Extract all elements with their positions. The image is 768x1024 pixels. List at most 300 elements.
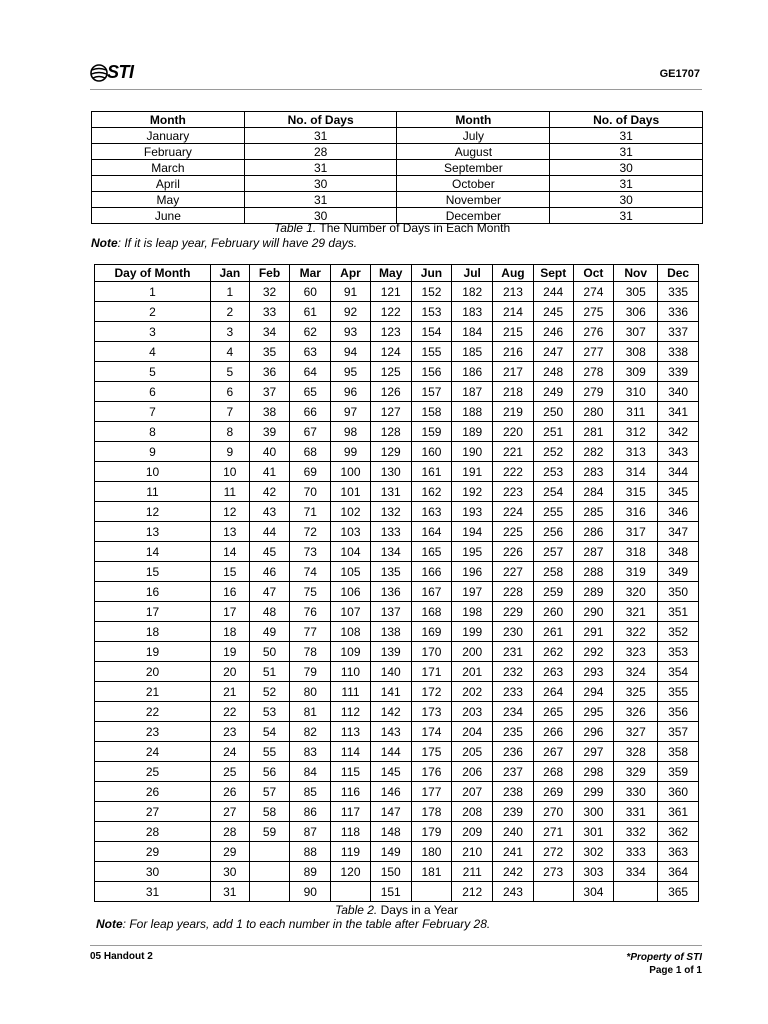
table-cell: 334 (614, 862, 658, 882)
table-cell: 321 (614, 602, 658, 622)
table-cell: 158 (411, 402, 452, 422)
table-cell: 229 (493, 602, 534, 622)
table-cell: 156 (411, 362, 452, 382)
table-cell: 283 (573, 462, 614, 482)
table-cell: 341 (658, 402, 699, 422)
table-cell: 125 (370, 362, 411, 382)
table-cell: June (92, 208, 245, 224)
table-cell: 335 (658, 282, 699, 302)
table-cell: 128 (370, 422, 411, 442)
table-cell: 24 (210, 742, 249, 762)
table-row (92, 144, 703, 160)
table-cell: 247 (533, 342, 573, 362)
table-cell: 3 (210, 322, 249, 342)
table-cell: 221 (493, 442, 534, 462)
table-cell: 285 (573, 502, 614, 522)
table-cell: 279 (573, 382, 614, 402)
table-cell: 112 (331, 702, 371, 722)
table-cell: 232 (493, 662, 534, 682)
document-code: GE1707 (659, 68, 700, 80)
table-cell: 10 (210, 462, 249, 482)
table-cell: February (92, 144, 245, 160)
table-cell: 78 (290, 642, 331, 662)
table-cell: 146 (370, 782, 411, 802)
table-cell: 44 (249, 522, 290, 542)
table-row (95, 362, 699, 382)
table-cell: 312 (614, 422, 658, 442)
table-cell: 238 (493, 782, 534, 802)
table-cell: 193 (452, 502, 493, 522)
table-cell: 219 (493, 402, 534, 422)
table-cell: 294 (573, 682, 614, 702)
table-cell: 24 (95, 742, 211, 762)
table-cell: 73 (290, 542, 331, 562)
table-cell: 110 (331, 662, 371, 682)
column-header: Month (92, 112, 245, 128)
table-cell: 331 (614, 802, 658, 822)
table-cell: 173 (411, 702, 452, 722)
table-cell: 320 (614, 582, 658, 602)
table-cell: 31 (550, 144, 703, 160)
table-cell: 15 (95, 562, 211, 582)
table-cell: 258 (533, 562, 573, 582)
table-cell: 119 (331, 842, 371, 862)
table-cell: 233 (493, 682, 534, 702)
table-cell: 86 (290, 802, 331, 822)
table-cell: 316 (614, 502, 658, 522)
table-cell: 54 (249, 722, 290, 742)
table-cell: 287 (573, 542, 614, 562)
table1-caption-text: The Number of Days in Each Month (316, 221, 511, 235)
table-cell: 132 (370, 502, 411, 522)
table-cell: 194 (452, 522, 493, 542)
table-cell: 224 (493, 502, 534, 522)
table-cell: 340 (658, 382, 699, 402)
table-cell: 124 (370, 342, 411, 362)
table-cell: 25 (210, 762, 249, 782)
table-cell: 64 (290, 362, 331, 382)
table-row (95, 722, 699, 742)
table-row (95, 642, 699, 662)
table-cell: 165 (411, 542, 452, 562)
table-cell: 31 (244, 128, 397, 144)
table-cell: 363 (658, 842, 699, 862)
table-cell: 49 (249, 622, 290, 642)
table-cell: 182 (452, 282, 493, 302)
table-cell: 308 (614, 342, 658, 362)
table-cell: 190 (452, 442, 493, 462)
table-cell: 345 (658, 482, 699, 502)
page-header (90, 62, 702, 88)
table-cell: 1 (95, 282, 211, 302)
table-cell: 268 (533, 762, 573, 782)
table-cell: 339 (658, 362, 699, 382)
table-cell: 91 (331, 282, 371, 302)
table-row (95, 522, 699, 542)
table-cell (533, 882, 573, 902)
column-header: Sept (533, 265, 573, 282)
table-cell: 19 (210, 642, 249, 662)
table-cell: 187 (452, 382, 493, 402)
table-cell: 317 (614, 522, 658, 542)
table-cell: 218 (493, 382, 534, 402)
column-header: May (370, 265, 411, 282)
table-cell: 186 (452, 362, 493, 382)
table-cell: 141 (370, 682, 411, 702)
table-cell: 272 (533, 842, 573, 862)
months-table-body (92, 128, 703, 224)
table-cell: 183 (452, 302, 493, 322)
table-cell: 30 (95, 862, 211, 882)
table2-caption-label: Table 2. (335, 903, 378, 917)
table-cell: 326 (614, 702, 658, 722)
table-cell: 271 (533, 822, 573, 842)
table-cell: 84 (290, 762, 331, 782)
table-cell: 260 (533, 602, 573, 622)
table-cell: 136 (370, 582, 411, 602)
table-row (95, 782, 699, 802)
table-row (95, 322, 699, 342)
table-cell: 134 (370, 542, 411, 562)
table-cell: 346 (658, 502, 699, 522)
table-cell: November (397, 192, 550, 208)
table-cell: 155 (411, 342, 452, 362)
table-cell: 12 (95, 502, 211, 522)
table-cell: 290 (573, 602, 614, 622)
table-row (95, 542, 699, 562)
table-cell: 278 (573, 362, 614, 382)
table-cell (614, 882, 658, 902)
table-cell: 273 (533, 862, 573, 882)
table-cell: October (397, 176, 550, 192)
table-cell: 362 (658, 822, 699, 842)
table-cell: 62 (290, 322, 331, 342)
table-cell: 202 (452, 682, 493, 702)
table-cell: 120 (331, 862, 371, 882)
table-cell: 100 (331, 462, 371, 482)
table-cell: 22 (95, 702, 211, 722)
table-cell: 96 (331, 382, 371, 402)
table-cell: 277 (573, 342, 614, 362)
table-cell: 21 (95, 682, 211, 702)
table-cell: 267 (533, 742, 573, 762)
table-cell: 52 (249, 682, 290, 702)
table-cell: 151 (370, 882, 411, 902)
table-cell: 259 (533, 582, 573, 602)
table1-note-text: : If it is leap year, February will have 29 days. (117, 236, 358, 250)
table-cell: 1 (210, 282, 249, 302)
table-cell: 177 (411, 782, 452, 802)
table-cell: 103 (331, 522, 371, 542)
table-cell: 28 (210, 822, 249, 842)
table-row (92, 160, 703, 176)
table-cell: April (92, 176, 245, 192)
table-cell: 225 (493, 522, 534, 542)
table-cell: 67 (290, 422, 331, 442)
table-cell: 248 (533, 362, 573, 382)
table-cell: 72 (290, 522, 331, 542)
table-cell: 150 (370, 862, 411, 882)
table-cell: 65 (290, 382, 331, 402)
table-cell: 12 (210, 502, 249, 522)
table-cell: 11 (210, 482, 249, 502)
table-cell: 80 (290, 682, 331, 702)
table-cell: 111 (331, 682, 371, 702)
table-cell: 356 (658, 702, 699, 722)
table-cell: 9 (210, 442, 249, 462)
table-cell: 191 (452, 462, 493, 482)
table-row (95, 702, 699, 722)
table-cell: 295 (573, 702, 614, 722)
table-cell: 354 (658, 662, 699, 682)
column-header: Aug (493, 265, 534, 282)
table-cell: 357 (658, 722, 699, 742)
table-row (92, 176, 703, 192)
table-cell: 230 (493, 622, 534, 642)
table-cell: 364 (658, 862, 699, 882)
table-cell: 205 (452, 742, 493, 762)
table-cell: 25 (95, 762, 211, 782)
table-cell: 76 (290, 602, 331, 622)
table-cell: 276 (573, 322, 614, 342)
table-cell: 32 (249, 282, 290, 302)
table-cell: 252 (533, 442, 573, 462)
column-header: Feb (249, 265, 290, 282)
table-cell: 95 (331, 362, 371, 382)
table-cell: 122 (370, 302, 411, 322)
table2-note-text: : For leap years, add 1 to each number in the table after February 28. (122, 917, 491, 931)
table-cell: 254 (533, 482, 573, 502)
table-cell: 329 (614, 762, 658, 782)
table-row (95, 282, 699, 302)
table-cell: 9 (95, 442, 211, 462)
table-cell: 185 (452, 342, 493, 362)
table-cell: 291 (573, 622, 614, 642)
table-cell: 244 (533, 282, 573, 302)
table-cell: 4 (95, 342, 211, 362)
table-cell: 104 (331, 542, 371, 562)
table-cell: 249 (533, 382, 573, 402)
table-cell: 227 (493, 562, 534, 582)
table-cell: 261 (533, 622, 573, 642)
logo-text: STI (107, 62, 134, 82)
table-row (95, 302, 699, 322)
table-cell: 38 (249, 402, 290, 422)
table-cell: 123 (370, 322, 411, 342)
table-cell: 256 (533, 522, 573, 542)
table-cell: 3 (95, 322, 211, 342)
table-cell: 349 (658, 562, 699, 582)
table-cell: 175 (411, 742, 452, 762)
table-cell: 302 (573, 842, 614, 862)
table-cell: 143 (370, 722, 411, 742)
table-cell: 98 (331, 422, 371, 442)
table-cell: 250 (533, 402, 573, 422)
column-header: Day of Month (95, 265, 211, 282)
table-cell: 211 (452, 862, 493, 882)
table-cell: 303 (573, 862, 614, 882)
globe-icon (90, 64, 108, 82)
table-row (92, 128, 703, 144)
table-cell: 33 (249, 302, 290, 322)
table-cell: 352 (658, 622, 699, 642)
table-cell: 93 (331, 322, 371, 342)
table-cell: 270 (533, 802, 573, 822)
table-cell: 30 (244, 208, 397, 224)
table-cell: 217 (493, 362, 534, 382)
table-row (95, 862, 699, 882)
table-cell: 102 (331, 502, 371, 522)
table-cell: 222 (493, 462, 534, 482)
table-cell: 192 (452, 482, 493, 502)
table-cell: 204 (452, 722, 493, 742)
table-cell: 246 (533, 322, 573, 342)
table-cell: 30 (210, 862, 249, 882)
table-cell: 131 (370, 482, 411, 502)
table-cell: 245 (533, 302, 573, 322)
table-cell: 319 (614, 562, 658, 582)
table-cell: 359 (658, 762, 699, 782)
table-cell: 142 (370, 702, 411, 722)
table-cell: 265 (533, 702, 573, 722)
table-cell: 242 (493, 862, 534, 882)
table-cell: 157 (411, 382, 452, 402)
table-cell: 135 (370, 562, 411, 582)
table-cell: 4 (210, 342, 249, 362)
table-cell: 162 (411, 482, 452, 502)
table-cell: 13 (95, 522, 211, 542)
table-cell: 39 (249, 422, 290, 442)
table-cell: 127 (370, 402, 411, 422)
table-cell: 179 (411, 822, 452, 842)
table-cell: 97 (331, 402, 371, 422)
table-cell: 14 (95, 542, 211, 562)
table-cell: 59 (249, 822, 290, 842)
table-cell: 257 (533, 542, 573, 562)
table-cell: 21 (210, 682, 249, 702)
table-cell: 154 (411, 322, 452, 342)
column-header: Month (397, 112, 550, 128)
table-cell: 18 (210, 622, 249, 642)
table-cell: 280 (573, 402, 614, 422)
table-cell: 314 (614, 462, 658, 482)
table-row (95, 442, 699, 462)
table-cell: 330 (614, 782, 658, 802)
table-row (95, 382, 699, 402)
table-cell: 299 (573, 782, 614, 802)
table-cell: 105 (331, 562, 371, 582)
table-cell: 51 (249, 662, 290, 682)
table-cell: 234 (493, 702, 534, 722)
table-cell: 70 (290, 482, 331, 502)
column-header: No. of Days (244, 112, 397, 128)
table-cell: 28 (95, 822, 211, 842)
table-cell: 323 (614, 642, 658, 662)
table-row (95, 502, 699, 522)
table-cell: 15 (210, 562, 249, 582)
table-cell (331, 882, 371, 902)
table-cell: 31 (550, 128, 703, 144)
table-cell: 288 (573, 562, 614, 582)
table-cell (249, 862, 290, 882)
table2-caption (335, 903, 458, 917)
table-cell: 318 (614, 542, 658, 562)
table-cell: 56 (249, 762, 290, 782)
table-row (95, 402, 699, 422)
table-cell: 17 (95, 602, 211, 622)
table-cell: 292 (573, 642, 614, 662)
table-cell: 201 (452, 662, 493, 682)
table-cell: 48 (249, 602, 290, 622)
table-cell: 30 (550, 192, 703, 208)
table-cell: 168 (411, 602, 452, 622)
table-cell: 115 (331, 762, 371, 782)
table-cell: 58 (249, 802, 290, 822)
table-cell: 174 (411, 722, 452, 742)
table-cell: 139 (370, 642, 411, 662)
table-cell: 138 (370, 622, 411, 642)
table-cell: 19 (95, 642, 211, 662)
table-cell: 159 (411, 422, 452, 442)
table-row (95, 662, 699, 682)
table-cell: 31 (210, 882, 249, 902)
table-row (95, 462, 699, 482)
table-cell: 129 (370, 442, 411, 462)
table2-note-label: Note (96, 917, 123, 931)
table1-note-label: Note (91, 236, 118, 250)
table-cell: May (92, 192, 245, 208)
table-cell: 286 (573, 522, 614, 542)
table-cell: 237 (493, 762, 534, 782)
table-cell: 94 (331, 342, 371, 362)
table-cell: 85 (290, 782, 331, 802)
table-row (95, 622, 699, 642)
table-cell: 31 (244, 192, 397, 208)
table-cell: 5 (95, 362, 211, 382)
table-row (95, 562, 699, 582)
table-cell: 206 (452, 762, 493, 782)
table-cell: 27 (210, 802, 249, 822)
table-cell: 310 (614, 382, 658, 402)
table-cell: 164 (411, 522, 452, 542)
table-cell: December (397, 208, 550, 224)
table-cell: 239 (493, 802, 534, 822)
table-cell: 8 (210, 422, 249, 442)
table-cell: 180 (411, 842, 452, 862)
table-row (95, 682, 699, 702)
months-table-header (92, 112, 703, 128)
table-cell: 241 (493, 842, 534, 862)
table-row (95, 422, 699, 442)
table-cell: 353 (658, 642, 699, 662)
table-cell: 311 (614, 402, 658, 422)
table-cell: 160 (411, 442, 452, 462)
property-notice: *Property of STI (626, 952, 702, 963)
table-cell: 289 (573, 582, 614, 602)
table-cell: 215 (493, 322, 534, 342)
table-cell: 113 (331, 722, 371, 742)
table-cell: 89 (290, 862, 331, 882)
table-cell: 300 (573, 802, 614, 822)
handout-label: 05 Handout 2 (90, 951, 153, 962)
table-cell: 16 (95, 582, 211, 602)
table-row (92, 192, 703, 208)
table-cell: 337 (658, 322, 699, 342)
table-cell: 90 (290, 882, 331, 902)
table-cell: 144 (370, 742, 411, 762)
table-cell: 207 (452, 782, 493, 802)
table-cell (249, 842, 290, 862)
